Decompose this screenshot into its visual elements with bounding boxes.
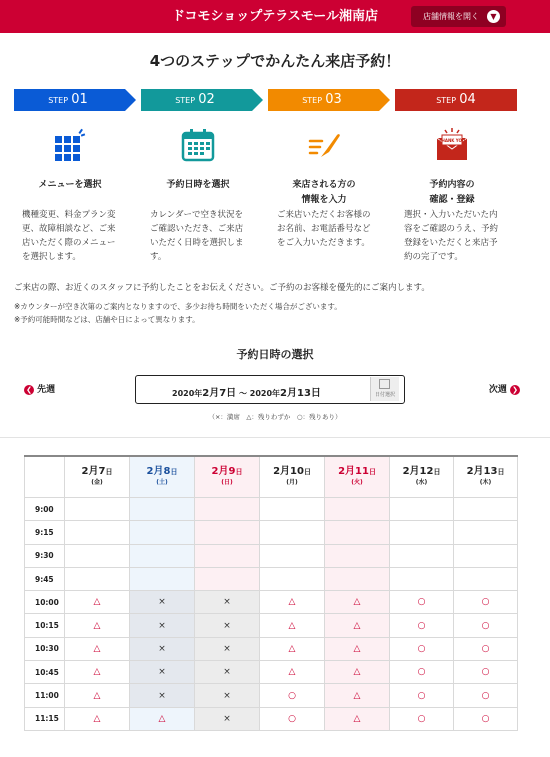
day-header: [390, 456, 454, 498]
empty-slot: [195, 567, 260, 590]
day-header: [260, 456, 325, 498]
date-picker-label: 日付選択: [374, 392, 395, 398]
start-year: 2020年: [172, 389, 203, 398]
available-slot[interactable]: ○: [390, 614, 454, 637]
full-slot: ×: [195, 614, 260, 637]
day-weekday: (火): [351, 479, 363, 486]
available-slot[interactable]: △: [325, 591, 390, 614]
step-02-desc: [150, 208, 250, 264]
time-label: 10:30: [25, 637, 65, 660]
date-range-text: [172, 384, 321, 399]
prev-week-link[interactable]: [24, 382, 55, 395]
day-weekday: (水): [415, 479, 428, 486]
step-number: 03: [325, 92, 342, 107]
section-divider: [0, 437, 550, 438]
empty-slot: [390, 521, 454, 544]
chevron-down-icon: ▼: [487, 10, 500, 23]
time-label: 10:15: [25, 614, 65, 637]
day-date: 2月11日: [338, 466, 376, 477]
calendar-icon: [180, 127, 216, 163]
day-date: 2月10日: [273, 466, 311, 477]
day-weekday: (金): [91, 479, 103, 486]
step-title-line2: 確認・登録: [429, 195, 475, 205]
prev-week-label: 先週: [37, 385, 56, 395]
desc-line: カレンダーで空き状況を: [150, 210, 243, 220]
store-info-button[interactable]: [411, 6, 506, 27]
empty-slot: [195, 521, 260, 544]
available-slot[interactable]: △: [325, 661, 390, 684]
empty-slot: [325, 521, 390, 544]
time-slot-row: [25, 661, 518, 684]
day-header: [325, 456, 390, 498]
menu-grid-icon: [52, 127, 88, 163]
day-weekday: (土): [156, 479, 168, 486]
available-slot[interactable]: △: [65, 707, 130, 730]
empty-slot: [390, 544, 454, 567]
day-weekday: (木): [479, 479, 492, 486]
available-slot[interactable]: △: [65, 614, 130, 637]
desc-line: をご入力いただきます。: [277, 238, 370, 248]
empty-slot: [65, 498, 130, 521]
empty-slot: [390, 567, 454, 590]
full-slot: ×: [195, 684, 260, 707]
full-slot: ×: [130, 661, 195, 684]
available-slot[interactable]: ○: [390, 707, 454, 730]
day-date: 2月9日: [211, 466, 243, 477]
empty-slot: [325, 498, 390, 521]
step-01-desc: [22, 208, 122, 264]
desc-line: す。: [150, 252, 167, 262]
desc-line: 機種変更、料金プラン変: [22, 210, 116, 220]
desc-line: 選択・入力いただいた内: [404, 210, 498, 220]
available-slot[interactable]: △: [65, 591, 130, 614]
desc-line: お名前、お電話番号など: [277, 224, 371, 234]
available-slot[interactable]: ○: [260, 707, 325, 730]
empty-slot: [325, 544, 390, 567]
day-date: 2月8日: [146, 466, 178, 477]
empty-slot: [130, 498, 195, 521]
day-weekday: (日): [221, 479, 233, 486]
thank-you-card-icon: [434, 127, 470, 163]
step-title-line: 予約内容の: [429, 180, 475, 190]
empty-slot: [130, 567, 195, 590]
time-label: 11:15: [25, 707, 65, 730]
time-slot-row: [25, 707, 518, 730]
empty-slot: [195, 544, 260, 567]
desc-line: 店いただく際のメニュー: [22, 238, 116, 248]
step-01-title: [10, 178, 130, 193]
time-slot-row: [25, 521, 518, 544]
empty-slot: [65, 567, 130, 590]
section-title: 予約日時の選択: [236, 348, 314, 361]
empty-slot: [454, 498, 518, 521]
available-slot[interactable]: ○: [390, 684, 454, 707]
step-title-line2: 情報を入力: [301, 195, 347, 205]
full-slot: ×: [195, 707, 260, 730]
day-header: [65, 456, 130, 498]
schedule-body: [25, 498, 518, 731]
empty-slot: [130, 521, 195, 544]
store-info-label: 店舗情報を開く: [423, 12, 479, 21]
desc-line: 容をご確認のうえ、予約: [404, 224, 499, 234]
empty-slot: [260, 567, 325, 590]
availability-legend: （×：満席 △：残りわずか ○：残りあり）: [208, 413, 342, 421]
day-header: [195, 456, 260, 498]
day-date: 2月12日: [402, 466, 441, 477]
time-label: 11:00: [25, 684, 65, 707]
wait-time-note: ※カウンターが空き次第のご案内となりますので、多少お待ち時間をいただく場合がございます。: [14, 302, 342, 311]
step-prefix: STEP: [48, 96, 69, 105]
full-slot: ×: [130, 591, 195, 614]
day-weekday: (月): [286, 479, 298, 486]
step-04-title: [392, 178, 512, 208]
chevron-right-icon: ❯: [510, 385, 520, 395]
available-slot[interactable]: ○: [454, 637, 518, 660]
empty-slot: [260, 544, 325, 567]
available-slot[interactable]: ○: [454, 707, 518, 730]
step-02-title: [138, 178, 258, 193]
thank-you-text: THANK YOU: [438, 138, 466, 143]
available-slot[interactable]: △: [260, 591, 325, 614]
date-range-box: [135, 375, 405, 404]
full-slot: ×: [195, 661, 260, 684]
available-slot[interactable]: ○: [454, 684, 518, 707]
available-slot[interactable]: △: [325, 684, 390, 707]
schedule-header-row: [25, 456, 518, 498]
end-date: 2月13日: [280, 388, 321, 399]
step-03-banner: [268, 89, 390, 111]
available-slot[interactable]: ○: [454, 614, 518, 637]
available-slot[interactable]: ○: [390, 591, 454, 614]
time-slot-row: [25, 637, 518, 660]
time-slot-row: [25, 684, 518, 707]
available-slot[interactable]: ○: [390, 637, 454, 660]
time-label: 9:30: [25, 544, 65, 567]
available-slot[interactable]: ○: [390, 661, 454, 684]
end-year: 2020年: [249, 389, 281, 398]
empty-slot: [130, 544, 195, 567]
empty-slot: [390, 498, 454, 521]
step-04-banner: [395, 89, 517, 111]
empty-slot: [260, 521, 325, 544]
available-slot[interactable]: △: [65, 661, 130, 684]
time-label: 9:00: [25, 498, 65, 521]
date-picker-button[interactable]: [370, 377, 399, 401]
day-date: 2月13日: [466, 466, 505, 477]
availability-note: ※予約可能時間などは、店舗や日によって異なります。: [14, 315, 200, 324]
store-title: ドコモショップテラスモール湘南店: [171, 9, 379, 24]
time-label: 9:15: [25, 521, 65, 544]
time-slot-row: [25, 591, 518, 614]
full-slot: ×: [195, 591, 260, 614]
day-header: [454, 456, 518, 498]
step-number: 01: [71, 92, 88, 107]
full-slot: ×: [130, 637, 195, 660]
desc-line: ご確認いただき、ご来店: [150, 224, 244, 234]
time-slot-row: [25, 544, 518, 567]
page-title: 4つのステップでかんたん来店予約！: [149, 52, 401, 70]
empty-slot: [325, 567, 390, 590]
empty-slot: [454, 567, 518, 590]
step-number: 04: [459, 92, 476, 107]
available-slot[interactable]: △: [325, 614, 390, 637]
step-title-line: 予約日時を選択: [166, 180, 230, 190]
schedule-table: [24, 455, 518, 731]
step-title-line: メニューを選択: [38, 180, 102, 190]
desc-line: を選択します。: [22, 252, 81, 262]
available-slot[interactable]: △: [325, 637, 390, 660]
available-slot[interactable]: △: [65, 637, 130, 660]
empty-slot: [195, 498, 260, 521]
step-prefix: STEP: [436, 96, 457, 105]
day-date: 2月7日: [81, 466, 113, 477]
time-header: [25, 456, 65, 498]
empty-slot: [260, 498, 325, 521]
time-label: 9:45: [25, 567, 65, 590]
next-week-label: 次週: [488, 385, 507, 395]
available-slot[interactable]: ○: [260, 684, 325, 707]
full-slot: ×: [130, 614, 195, 637]
time-slot-row: [25, 498, 518, 521]
empty-slot: [454, 544, 518, 567]
store-header: [0, 0, 550, 33]
chevron-left-icon: ❮: [24, 385, 34, 395]
step-prefix: STEP: [175, 96, 196, 105]
desc-line: いただく日時を選択しま: [150, 238, 244, 248]
available-slot[interactable]: △: [130, 707, 195, 730]
step-04-desc: [404, 208, 504, 264]
available-slot[interactable]: △: [260, 637, 325, 660]
day-header: [130, 456, 195, 498]
next-week-link[interactable]: [489, 382, 520, 395]
available-slot[interactable]: △: [260, 661, 325, 684]
step-number: 02: [198, 92, 215, 107]
full-slot: ×: [195, 637, 260, 660]
available-slot[interactable]: △: [260, 614, 325, 637]
step-title-line: 来店される方の: [292, 180, 356, 190]
desc-line: 更、故障相談など、ご来: [22, 224, 116, 234]
available-slot[interactable]: ○: [454, 661, 518, 684]
time-label: 10:00: [25, 591, 65, 614]
desc-line: ご来店いただくお客様の: [277, 210, 371, 220]
available-slot[interactable]: △: [325, 707, 390, 730]
range-separator: 〜: [238, 389, 247, 398]
empty-slot: [454, 521, 518, 544]
start-date: 2月7日: [202, 388, 237, 399]
step-03-desc: [277, 208, 377, 250]
visit-notice: ご来店の際、お近くのスタッフに予約したことをお伝えください。ご予約のお客様を優先的にご案内します。: [14, 283, 430, 293]
desc-line: 登録をいただくと来店予: [404, 238, 498, 248]
empty-slot: [65, 521, 130, 544]
available-slot[interactable]: ○: [454, 591, 518, 614]
time-slot-row: [25, 614, 518, 637]
time-label: 10:45: [25, 661, 65, 684]
step-03-title: [264, 178, 384, 208]
step-01-banner: [14, 89, 136, 111]
step-prefix: STEP: [302, 96, 323, 105]
desc-line: 約の完了です。: [404, 252, 463, 262]
step-02-banner: [141, 89, 263, 111]
empty-slot: [65, 544, 130, 567]
available-slot[interactable]: △: [65, 684, 130, 707]
calendar-small-icon: [379, 379, 390, 389]
pen-input-icon: [307, 127, 343, 163]
full-slot: ×: [130, 684, 195, 707]
time-slot-row: [25, 567, 518, 590]
